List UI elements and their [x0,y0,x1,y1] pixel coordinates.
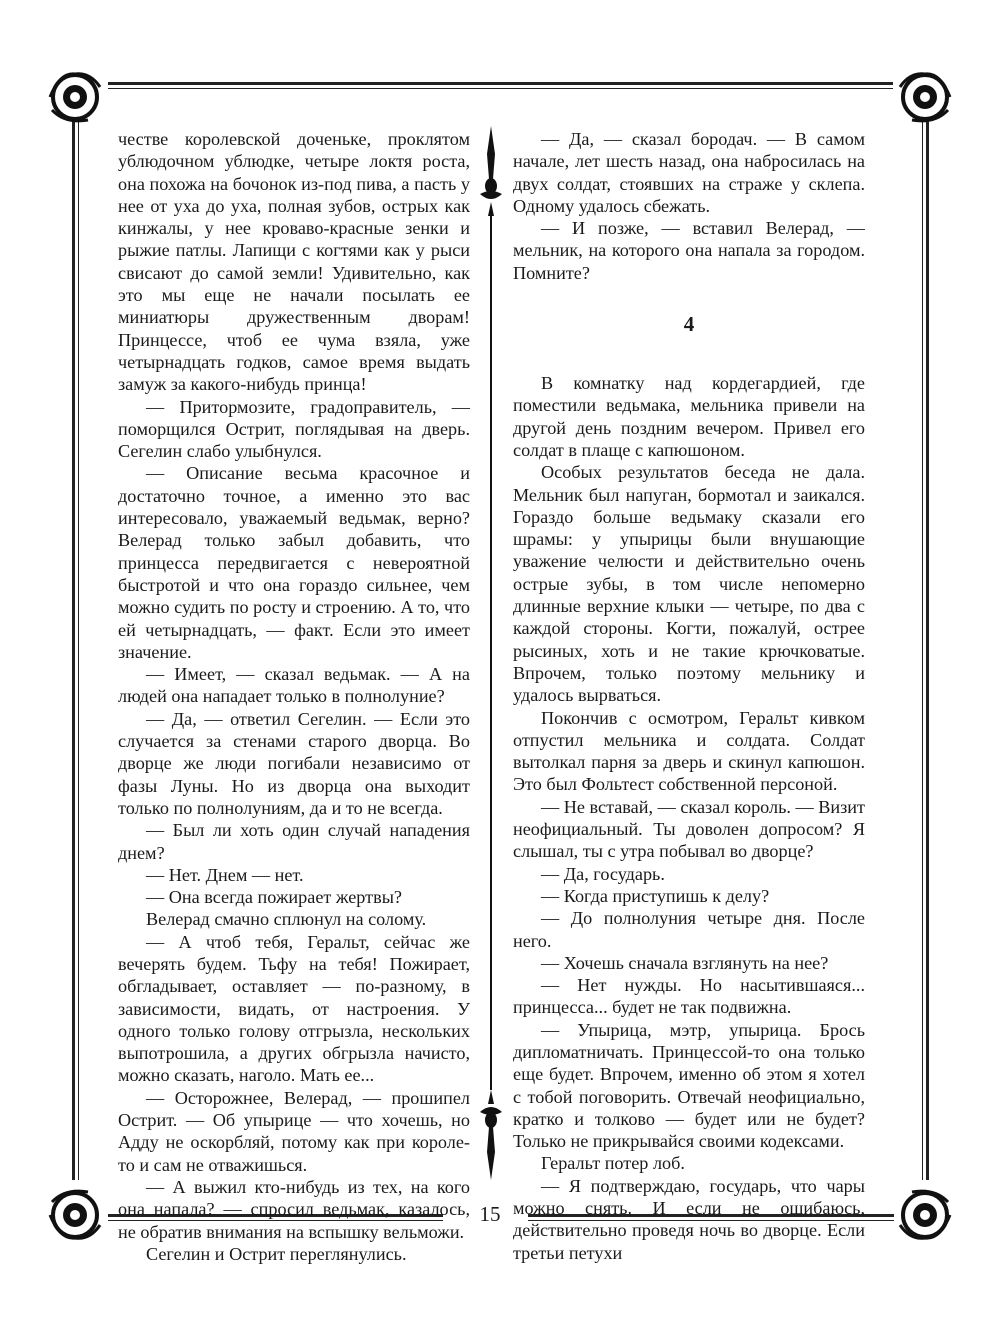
frame-right-line [926,118,929,1180]
paragraph: — Был ли хоть один случай нападения днем? [118,820,470,863]
left-text-column [118,128,470,1265]
frame-top-line [108,82,893,85]
page-number: 15 [479,1202,501,1226]
paragraph: — Притормозите, градоправитель, — поморщился Острит, поглядывая на дверь. Сегелин слабо улыбнулся. [118,396,470,462]
corner-ornament-top-right [890,62,960,132]
paragraph: — Я подтверждаю, государь, что чары можно снять. И если не ошибаюсь, действительно проведя ночь во дворце. Если третьи петухи [513,1175,865,1263]
paragraph: — Да, государь. [541,863,665,884]
column-divider-ornament [476,124,506,1182]
paragraph: — Упырица, мэтр, упырица. Брось дипломатничать. Принцессой-то она только еще будет. Впрочем, именно об этом я хотел с тобой поговорить. Отвечай неофициально, кратко и толково — будет или не будет? Только не прикрывайся своими кодексами. [513,1019,865,1152]
paragraph: — Нет. Днем — нет. [146,864,304,885]
frame-left-line-inner [78,118,79,1180]
paragraph: — Да, — ответил Сегелин. — Если это случается за стенами старого дворца. Во дворце же люди погибали независимо от фазы Луны. Но из дворца она выходит только по полнолуниям, да и то не всегда. [118,708,470,818]
paragraph: честве королевской доченьке, проклятом ублюдочном ублюдке, четыре локтя роста, она похожа на бочонок из-под пива, а пасть у нее от уха до уха, полная зубов, острых как кинжалы, у нее кроваво-красные зенки и рыжие патлы. Лапищи с когтями как у рыси свисают до самой земли! Удивительно, как это мы еще не начали посылать ее миниатюры дружественным дворам! Принцессе, чтоб ее чума взяла, уже четырнадцать годков, самое время выдать замуж за какого-нибудь принца! [118,129,470,395]
paragraph: — Да, — сказал бородач. — В самом начале, лет шесть назад, она набросилась на двух солдат, стоявших на страже у склепа. Одному удалось сбежать. [513,129,865,216]
paragraph: — Осторожнее, Велерад, — прошипел Острит. — Об упырице — что хочешь, но Адду не оскорбляй, потому как при короле-то и сам не отважишься. [118,1087,470,1175]
paragraph: — А чтоб тебя, Геральт, сейчас же вечерять будем. Тьфу на тебя! Пожирает, обгладывает, оставляет — по-разному, в зависимости, видать, от настроения. У одного только голову отгрызла, нескольких выпотрошила, а других обгрызла начисто, можно сказать, наголо. Мать ее... [118,931,470,1086]
corner-ornament-bottom-left [40,1180,110,1250]
right-column-bottom-text [513,372,865,1264]
paragraph: — Она всегда пожирает жертвы? [146,887,402,908]
paragraph: Геральт потер лоб. [541,1153,685,1174]
paragraph: Особых результатов беседа не дала. Мельник был напуган, бормотал и заикался. Гораздо больше ведьмаку сказали его шрамы: у упырицы были внушающие уважение челюсти и действительно очень острые зубы, в том числе непомерно длинные верхние клыки — четыре, по два с каждой стороны. Когти, пожалуй, острее рысиных, хоть и не такие крючковатые. Впрочем, только поэтому мельнику и удалось вырваться. [513,462,865,706]
paragraph: — Хочешь сначала взглянуть на нее? [541,952,829,973]
paragraph: — Нет нужды. Но насытившаяся... принцесса... будет не так подвижна. [513,975,865,1018]
paragraph: В комнатку над кордегардией, где поместили ведьмака, мельника привели на другой день поздним вечером. Привел его солдат в плаще с капюшоном. [513,373,865,460]
corner-ornament-top-left [40,62,110,132]
corner-ornament-bottom-right [890,1180,960,1250]
paragraph: — Когда приступишь к делу? [541,885,770,906]
right-text-column [513,128,865,1264]
paragraph: — Имеет, — сказал ведьмак. — А на людей она нападает только в полнолуние? [118,664,470,707]
paragraph: — И позже, — вставил Велерад, — мельник, на которого она напала за городом. Помните? [513,218,865,283]
paragraph: Сегелин и Острит переглянулись. [146,1243,407,1264]
frame-left-line [72,118,75,1180]
paragraph: — Не вставай, — сказал король. — Визит неофициальный. Ты доволен допросом? Я слышал, ты с утра побывал во дворце? [513,796,865,862]
chapter-number: 4 [683,312,695,337]
paragraph: Велерад смачно сплюнул на солому. [146,909,427,930]
right-column-top-text [513,128,865,284]
paragraph: Покончив с осмотром, Геральт кивком отпустил мельника и солдата. Солдат вытолкал парня за дверь и скинул капюшон. Это был Фольтест собственной персоной. [513,707,865,795]
frame-right-line-inner [922,118,923,1180]
frame-top-line-inner [108,88,893,89]
paragraph: — Описание весьма красочное и достаточно точное, а именно это вас интересовало, уважаемый ведьмак, верно? Велерад только забыл добавить, что принцесса передвигается с невероятной быстротой и что она гораздо сильнее, чем можно судить по росту и строению. А то, что ей четырнадцать, — факт. Если это имеет значение. [118,463,470,662]
paragraph: — А выжил кто-нибудь из тех, на кого она напала? — спросил ведьмак, казалось, не обратив внимания на вспышку вельможи. [118,1176,470,1242]
paragraph: — До полнолуния четыре дня. После него. [513,908,865,951]
